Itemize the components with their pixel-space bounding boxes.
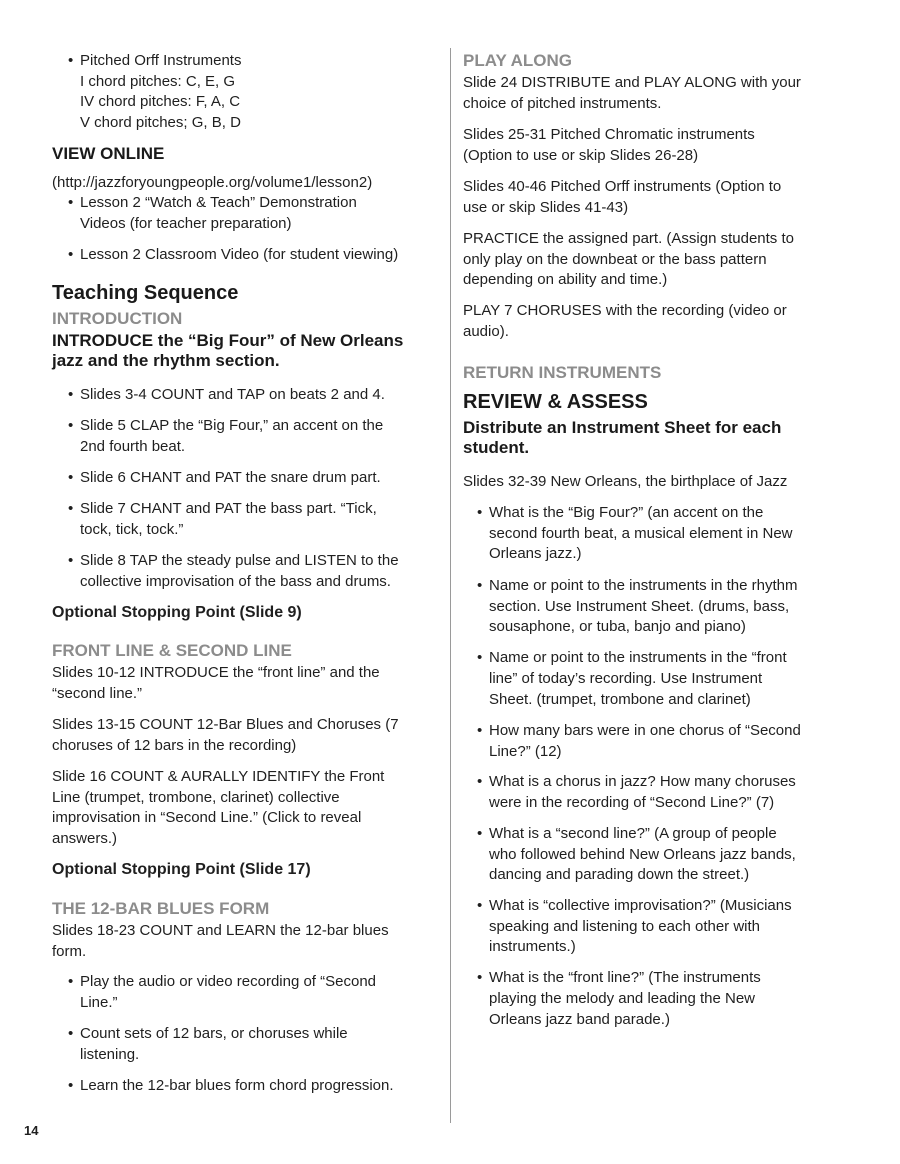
list-item: • Slide 5 CLAP the “Big Four,” an accent on the bbox=[80, 415, 383, 436]
paragraph: depending on ability and time.) bbox=[463, 271, 668, 288]
paragraph: Slide 24 DISTRIBUTE and PLAY ALONG with your bbox=[463, 74, 801, 91]
review-assess-title: REVIEW & ASSESS bbox=[463, 391, 648, 413]
paragraph: only play on the downbeat or the bass pattern bbox=[463, 251, 767, 268]
list-item: • What is a “second line?” (A group of people bbox=[489, 823, 777, 844]
paragraph: PRACTICE the assigned part. (Assign students to bbox=[463, 230, 794, 247]
list-item-cont: dancing and parading down the street.) bbox=[489, 866, 750, 883]
column-divider bbox=[450, 48, 451, 1123]
list-item: • What is the “Big Four?” (an accent on the bbox=[489, 502, 763, 523]
list-item-cont: section. Use Instrument Sheet. (drums, bass, bbox=[489, 598, 790, 615]
paragraph: use or skip Slides 41-43) bbox=[463, 199, 629, 216]
list-item-cont: instruments.) bbox=[489, 938, 576, 955]
teaching-sequence-title: Teaching Sequence bbox=[52, 282, 239, 304]
list-item: • Slides 3-4 COUNT and TAP on beats 2 and 4. bbox=[80, 384, 385, 405]
list-item-cont: playing the melody and leading the New bbox=[489, 990, 756, 1007]
play-along-heading: PLAY ALONG bbox=[463, 51, 572, 70]
list-item-cont: who followed behind New Orleans jazz bands, bbox=[489, 846, 796, 863]
page-number: 14 bbox=[24, 1123, 39, 1138]
front-line-heading: FRONT LINE & SECOND LINE bbox=[52, 641, 292, 660]
list-item: • Name or point to the instruments in the “front bbox=[489, 647, 787, 668]
paragraph: Line (trumpet, trombone, clarinet) collective bbox=[52, 789, 340, 806]
orff-line: V chord pitches; G, B, D bbox=[80, 114, 241, 131]
list-item: • Learn the 12-bar blues form chord progression. bbox=[80, 1075, 394, 1096]
paragraph: choice of pitched instruments. bbox=[463, 95, 662, 112]
list-item-cont: speaking and listening to each other with bbox=[489, 918, 761, 935]
optional-stopping-point: Optional Stopping Point (Slide 17) bbox=[52, 861, 311, 878]
list-item-cont: tock, tick, tock.” bbox=[80, 521, 184, 538]
introduction-heading: INTRODUCTION bbox=[52, 309, 183, 328]
paragraph: “second line.” bbox=[52, 685, 143, 702]
list-item-cont: collective improvisation of the bass and drums. bbox=[80, 573, 391, 590]
list-item-cont: line” of today’s recording. Use Instrument bbox=[489, 670, 763, 687]
list-item-cont: second fourth beat, a musical element in New bbox=[489, 525, 793, 542]
list-item: • Slide 7 CHANT and PAT the bass part. “Tick, bbox=[80, 498, 377, 519]
paragraph: form. bbox=[52, 943, 87, 960]
list-item: • How many bars were in one chorus of “Second bbox=[489, 720, 801, 741]
list-item-cont: 2nd fourth beat. bbox=[80, 438, 186, 455]
paragraph: Slides 13-15 COUNT 12-Bar Blues and Choruses (7 bbox=[52, 716, 399, 733]
orff-bullet: • Pitched Orff Instruments bbox=[80, 50, 241, 71]
list-item-cont: were in the recording of “Second Line?” (7) bbox=[489, 794, 775, 811]
paragraph: Slides 10-12 INTRODUCE the “front line” and the bbox=[52, 664, 380, 681]
list-item: • What is “collective improvisation?” (Musicians bbox=[489, 895, 792, 916]
paragraph: improvisation in “Second Line.” (Click to reveal bbox=[52, 809, 362, 826]
list-item: • Name or point to the instruments in the rhythm bbox=[489, 575, 797, 596]
view-online-heading: VIEW ONLINE bbox=[52, 144, 165, 163]
view-online-url[interactable]: (http://jazzforyoungpeople.org/volume1/lesson2) bbox=[52, 174, 373, 191]
return-instruments-heading: RETURN INSTRUMENTS bbox=[463, 363, 662, 382]
paragraph: PLAY 7 CHORUSES with the recording (video or bbox=[463, 302, 787, 319]
paragraph: audio). bbox=[463, 323, 509, 340]
orff-line: I chord pitches: C, E, G bbox=[80, 73, 236, 90]
list-item: • Lesson 2 Classroom Video (for student viewing) bbox=[80, 244, 398, 265]
optional-stopping-point: Optional Stopping Point (Slide 9) bbox=[52, 604, 302, 621]
paragraph: Slides 18-23 COUNT and LEARN the 12-bar blues bbox=[52, 922, 389, 939]
paragraph: answers.) bbox=[52, 830, 118, 847]
list-item-cont: listening. bbox=[80, 1046, 140, 1063]
list-item-cont: Sheet. (trumpet, trombone and clarinet) bbox=[489, 691, 751, 708]
introduction-intro: jazz and the rhythm section. bbox=[52, 351, 280, 370]
paragraph: Slides 25-31 Pitched Chromatic instruments bbox=[463, 126, 755, 143]
list-item-cont: Line.” bbox=[80, 994, 118, 1011]
orff-line: IV chord pitches: F, A, C bbox=[80, 93, 241, 110]
list-item: • Slide 6 CHANT and PAT the snare drum part. bbox=[80, 467, 381, 488]
list-item-cont: Orleans jazz.) bbox=[489, 545, 582, 562]
review-slides: Slides 32-39 New Orleans, the birthplace of Jazz bbox=[463, 473, 788, 490]
list-item: • Lesson 2 “Watch & Teach” Demonstration bbox=[80, 192, 357, 213]
blues-heading: THE 12-BAR BLUES FORM bbox=[52, 899, 270, 918]
list-item-cont: Line?” (12) bbox=[489, 743, 562, 760]
list-item: • Play the audio or video recording of “Second bbox=[80, 971, 376, 992]
list-item: • Slide 8 TAP the steady pulse and LISTEN to the bbox=[80, 550, 399, 571]
list-item-cont: Orleans jazz band parade.) bbox=[489, 1011, 670, 1028]
list-item: • What is the “front line?” (The instruments bbox=[489, 967, 761, 988]
list-item-cont: sousaphone, or tuba, banjo and piano) bbox=[489, 618, 746, 635]
list-item: • Count sets of 12 bars, or choruses while bbox=[80, 1023, 348, 1044]
introduction-intro: INTRODUCE the “Big Four” of New Orleans bbox=[52, 331, 404, 350]
paragraph: (Option to use or skip Slides 26-28) bbox=[463, 147, 699, 164]
list-item: • What is a chorus in jazz? How many choruses bbox=[489, 771, 796, 792]
paragraph: choruses of 12 bars in the recording) bbox=[52, 737, 297, 754]
paragraph: Slides 40-46 Pitched Orff instruments (Option to bbox=[463, 178, 782, 195]
list-item-cont: Videos (for teacher preparation) bbox=[80, 215, 292, 232]
paragraph: Slide 16 COUNT & AURALLY IDENTIFY the Front bbox=[52, 768, 385, 785]
review-intro: student. bbox=[463, 438, 530, 457]
review-intro: Distribute an Instrument Sheet for each bbox=[463, 418, 782, 437]
